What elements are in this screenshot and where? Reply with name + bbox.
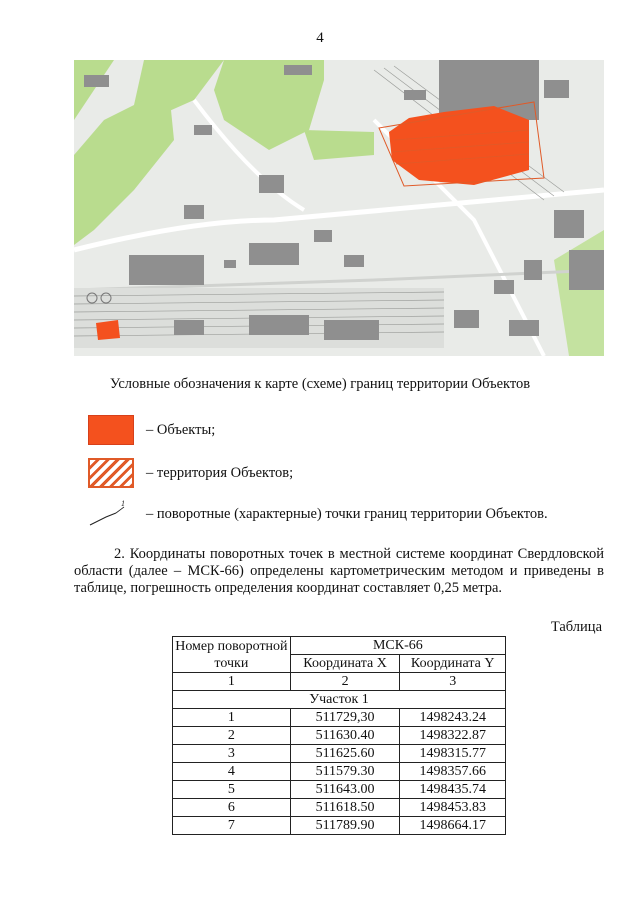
section-label: Участок 1 bbox=[173, 691, 506, 709]
legend-label: – поворотные (характерные) точки границ территории Объектов. bbox=[146, 505, 548, 522]
table-cell: 3 bbox=[173, 745, 291, 763]
legend-item-objects bbox=[88, 414, 215, 446]
table-row bbox=[173, 709, 506, 727]
legend-label: – территория Объектов; bbox=[146, 464, 294, 481]
table-cell: 1498315.77 bbox=[400, 745, 506, 763]
header-coord-x: Координата X bbox=[290, 655, 400, 673]
legend-item-points bbox=[88, 498, 548, 530]
header-coord-y: Координата Y bbox=[400, 655, 506, 673]
table-cell: 1498357.66 bbox=[400, 763, 506, 781]
page-number: 4 bbox=[316, 30, 324, 46]
table-cell: 3 bbox=[400, 673, 506, 691]
table-cell: 1 bbox=[173, 673, 291, 691]
table-row bbox=[173, 799, 506, 817]
table-index-row bbox=[173, 673, 506, 691]
table-cell: 511579.30 bbox=[290, 763, 400, 781]
table-cell: 1498243.24 bbox=[400, 709, 506, 727]
turning-point-marker-icon bbox=[88, 499, 134, 529]
table-cell: 511789.90 bbox=[290, 817, 400, 835]
table-cell: 1 bbox=[173, 709, 291, 727]
site-map bbox=[74, 60, 604, 356]
table-cell: 7 bbox=[173, 817, 291, 835]
solid-orange-swatch-icon bbox=[88, 415, 134, 445]
hatched-orange-swatch-icon bbox=[88, 458, 134, 488]
table-cell: 511625.60 bbox=[290, 745, 400, 763]
table-cell: 2 bbox=[290, 673, 400, 691]
table-row bbox=[173, 781, 506, 799]
table-cell: 511630.40 bbox=[290, 727, 400, 745]
table-row bbox=[173, 763, 506, 781]
table-cell: 1498664.17 bbox=[400, 817, 506, 835]
table-cell: 1498453.83 bbox=[400, 799, 506, 817]
table-cell: 5 bbox=[173, 781, 291, 799]
marker-label: 1 bbox=[121, 499, 125, 508]
table-row bbox=[173, 745, 506, 763]
coordinates-table bbox=[172, 636, 506, 835]
table-label: Таблица bbox=[550, 619, 602, 635]
legend-item-territory bbox=[88, 457, 293, 489]
table-cell: 6 bbox=[173, 799, 291, 817]
table-cell: 511618.50 bbox=[290, 799, 400, 817]
table-cell: 511643.00 bbox=[290, 781, 400, 799]
legend-label: – Объекты; bbox=[146, 421, 216, 438]
table-cell: 2 bbox=[173, 727, 291, 745]
header-msk66: МСК-66 bbox=[290, 637, 505, 655]
header-point-number: Номер поворотной точки bbox=[173, 637, 291, 673]
legend-title: Условные обозначения к карте (схеме) границ территории Объектов bbox=[109, 376, 531, 392]
table-cell: 1498435.74 bbox=[400, 781, 506, 799]
table-cell: 1498322.87 bbox=[400, 727, 506, 745]
table-cell: 511729,30 bbox=[290, 709, 400, 727]
table-row bbox=[173, 817, 506, 835]
coordinates-paragraph: 2. Координаты поворотных точек в местной системе координат Свердловской области (далее – МСК-66) определены картометрическим методом и приведены в таблице, погрешность определения координат составляет 0,25 метра. bbox=[74, 546, 604, 596]
table-cell: 4 bbox=[173, 763, 291, 781]
table-section-row bbox=[173, 691, 506, 709]
table-row bbox=[173, 727, 506, 745]
